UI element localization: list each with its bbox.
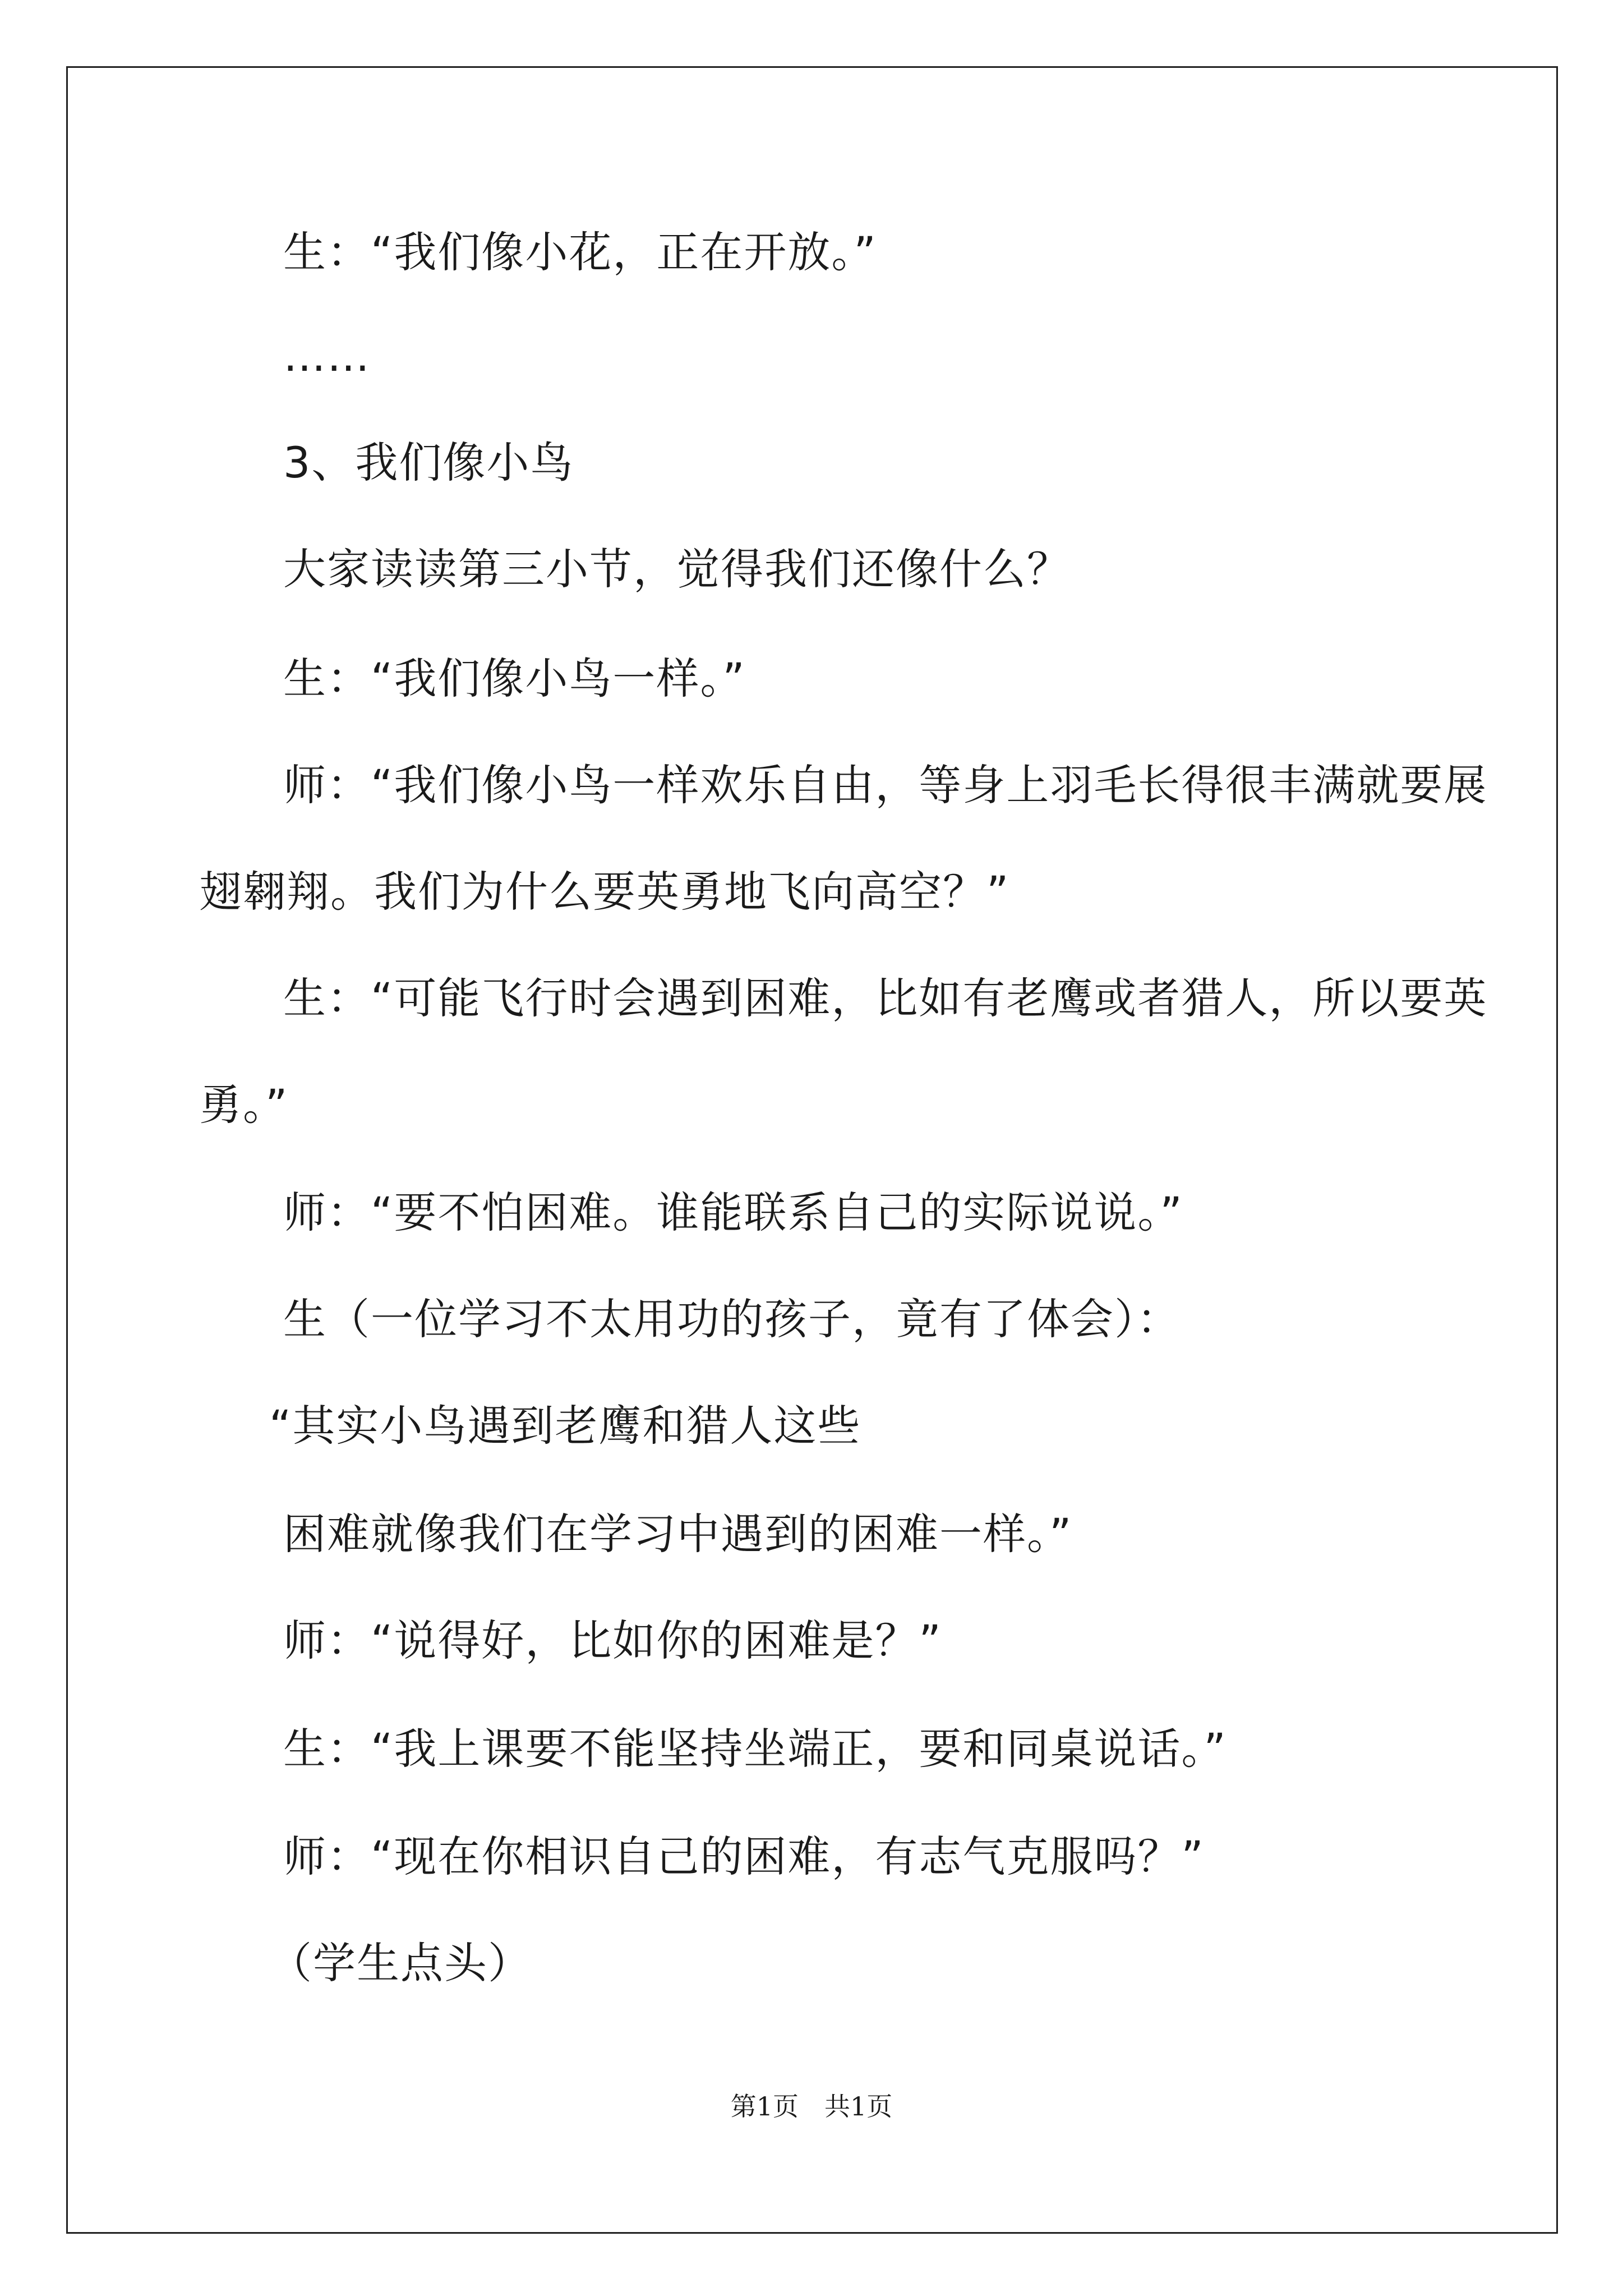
text-line: 翅翱翔。我们为什么要英勇地飞向高空？” <box>199 867 1010 917</box>
text-line: 师：“现在你相识自己的困难，有志气克服吗？” <box>283 1832 1205 1881</box>
text-line: “其实小鸟遇到老鹰和猎人这些 <box>269 1401 861 1451</box>
text-line: 3、我们像小鸟 <box>283 438 574 487</box>
text-line: 生：“我上课要不能坚持坐端正，要和同桌说话。” <box>283 1724 1227 1774</box>
text-line: 大家读读第三小节，觉得我们还像什么？ <box>283 544 1071 594</box>
text-line: 困难就像我们在学习中遇到的困难一样。” <box>283 1509 1073 1559</box>
text-line: 师：“说得好，比如你的困难是？” <box>283 1616 942 1665</box>
text-line: …… <box>283 331 371 381</box>
text-line: 师：“我们像小鸟一样欢乐自由，等身上羽毛长得很丰满就要展 <box>283 760 1488 810</box>
text-line: 生：“我们像小鸟一样。” <box>283 654 746 703</box>
page-footer: 第1页 共1页 <box>730 2091 893 2122</box>
text-line: 生：“我们像小花，正在开放。” <box>283 227 877 277</box>
text-line: 勇。” <box>199 1080 289 1130</box>
text-line: （学生点头） <box>269 1938 532 1988</box>
text-line: 生（一位学习不太用功的孩子，竟有了体会）： <box>283 1294 1181 1344</box>
text-line: 师：“要不怕困难。谁能联系自己的实际说说。” <box>283 1188 1183 1237</box>
page-border <box>66 66 1558 2234</box>
text-line: 生：“可能飞行时会遇到困难，比如有老鹰或者猎人，所以要英 <box>283 973 1488 1023</box>
